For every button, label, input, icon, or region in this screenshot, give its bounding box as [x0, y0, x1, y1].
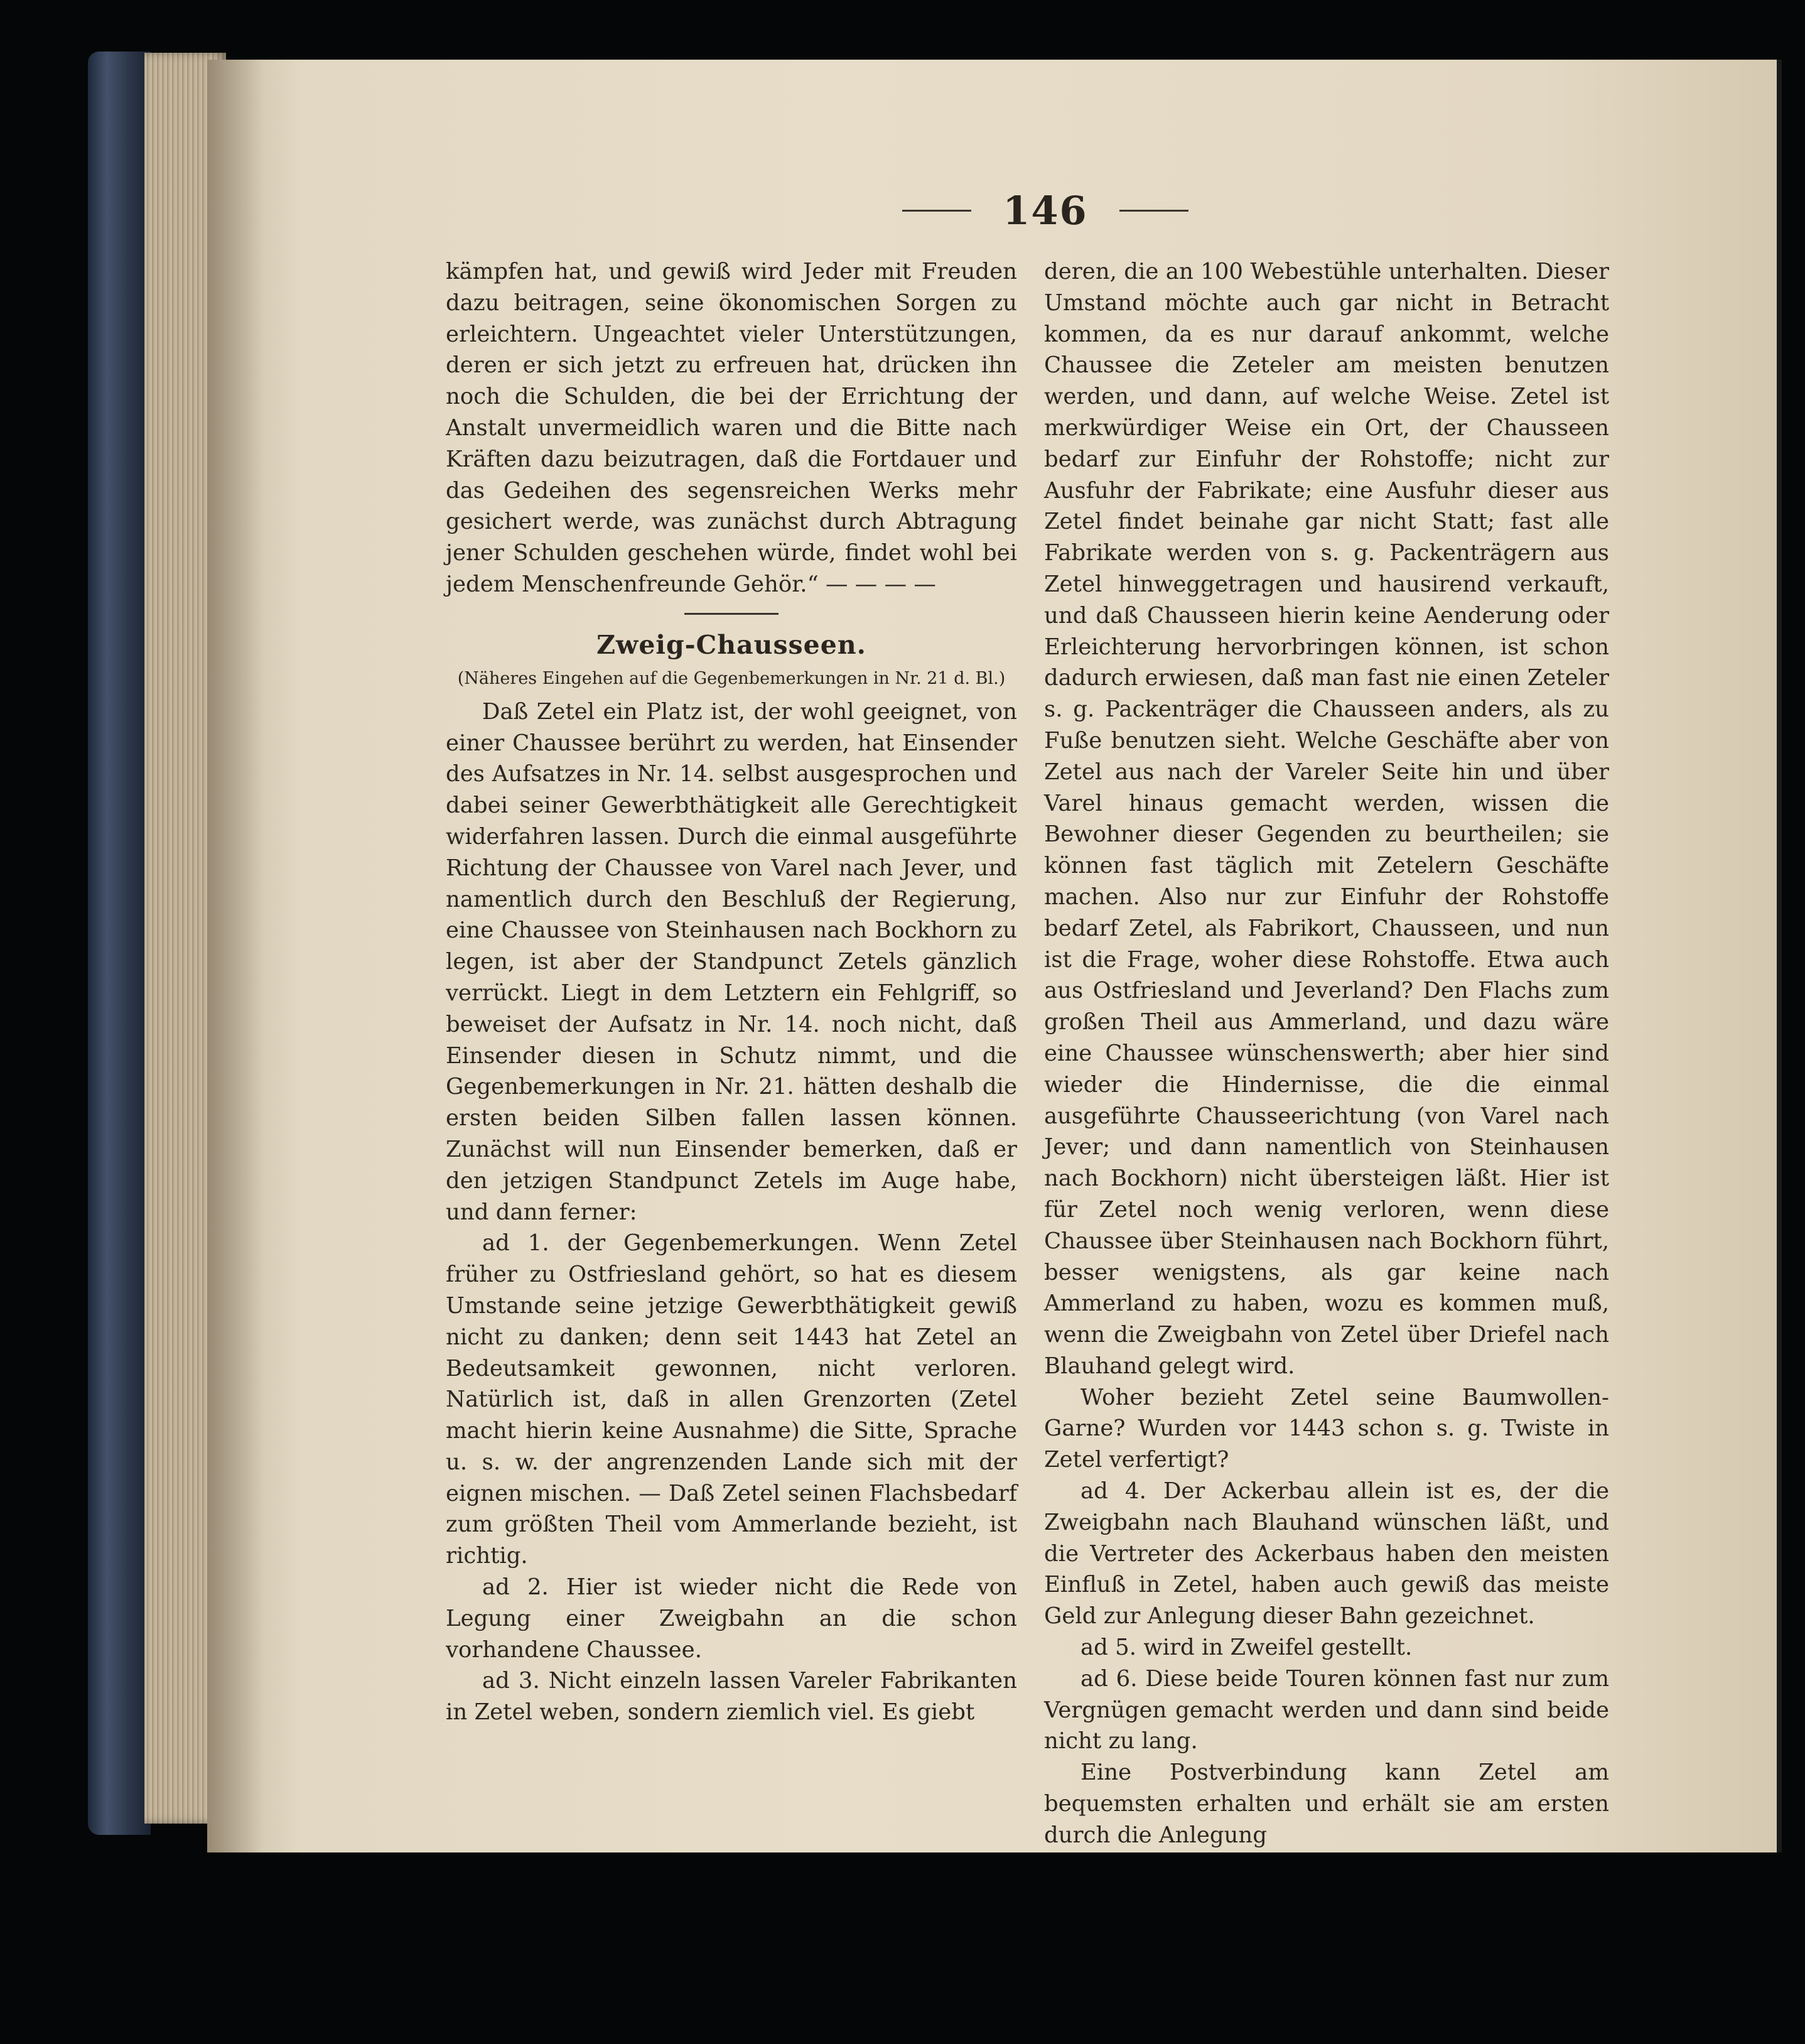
- book-spine: [88, 51, 151, 1835]
- left-paragraph-4: ad 2. Hier ist wieder nicht die Rede von Legung einer Zweigbahn an die schon vorhandene Chaussee.: [446, 1574, 1017, 1663]
- right-paragraph-6: Eine Postverbindung kann Zetel am bequemsten erhalten und erhält sie am ersten durch die Anlegung: [1044, 1760, 1609, 1848]
- header-rule-right: [1119, 210, 1188, 212]
- section-subtitle: (Näheres Eingehen auf die Gegenbemerkungen in Nr. 21 d. Bl.): [457, 668, 1006, 688]
- header-rule-left: [902, 210, 971, 212]
- left-column: [446, 256, 1017, 1728]
- right-paragraph-4: ad 5. wird in Zweifel gestellt.: [1080, 1635, 1413, 1661]
- page-number: 146: [1003, 187, 1088, 234]
- right-paragraph-1: deren, die an 100 Webestühle unterhalten. Dieser Umstand möchte auch gar nicht in Betracht kommen, da es nur darauf ankommt, welche Chaussee die Zeteler am meisten benutzen werden, und dann, auf welche Weise. Zetel ist merkwürdiger Weise ein Ort, der Chausseen bedarf zur Einfuhr der Rohstoffe; nicht zur Ausfuhr der Fabrikate; eine Ausfuhr dieser aus Zetel findet beinahe gar nicht Statt; fast alle Fabrikate werden von s. g. Packenträgern aus Zetel hinweggetragen und hausirend verkauft, und daß Chausseen hierin keine Aenderung oder Erleichterung hervorbringen können, ist schon dadurch erwiesen, daß man fast nie einen Zeteler s. g. Packenträger die Chausseen anders, als zu Fuße benutzen sieht. Welche Geschäfte aber von Zetel aus nach der Vareler Seite hin und über Varel hinaus gemacht werden, wissen die Bewohner dieser Gegenden zu beurtheilen; sie können fast täglich mit Zetelern Geschäfte machen. Also nur zur Einfuhr der Rohstoffe bedarf Zetel, als Fabrikort, Chausseen, und nun ist die Frage, woher diese Rohstoffe. Etwa auch aus Ostfriesland und Jeverland? Den Flachs zum großen Theil aus Ammerland, und dazu wäre eine Chaussee wünschenswerth; aber hier sind wieder die Hindernisse, die die einmal ausgeführte Chausseerichtung (von Varel nach Jever; und dann namentlich von Steinhausen nach Bockhorn) nicht übersteigen läßt. Hier ist für Zetel noch wenig verloren, wenn diese Chaussee über Steinhausen nach Bockhorn führt, besser wenigstens, als gar keine nach Ammerland zu haben, wozu es kommen muß, wenn die Zweigbahn von Zetel über Driefel nach Blauhand gelegt wird.: [1044, 259, 1609, 1379]
- right-paragraph-5: ad 6. Diese beide Touren können fast nur zum Vergnügen gemacht werden und dann sind beide nicht zu lang.: [1044, 1665, 1609, 1755]
- left-paragraph-2: Daß Zetel ein Platz ist, der wohl geeignet, von einer Chaussee berührt zu werden, hat Einsender des Aufsatzes in Nr. 14. selbst ausgesprochen und dabei seiner Gewerbthätigkeit alle Gerechtigkeit widerfahren lassen. Durch die einmal ausgeführte Richtung der Chaussee von Varel nach Jever, und namentlich durch den Beschluß der Regierung, eine Chaussee von Steinhausen nach Bockhorn zu legen, ist aber der Standpunct Zetels gänzlich verrückt. Liegt in dem Letztern ein Fehlgriff, so beweiset der Aufsatz in Nr. 14. noch nicht, daß Einsender diesen in Schutz nimmt, und die Gegenbemerkungen in Nr. 21. hätten deshalb die ersten beiden Silben fallen lassen können. Zunächst will nun Einsender bemerken, daß er den jetzigen Standpunct Zetels im Auge habe, und dann ferner:: [446, 698, 1017, 1225]
- right-paragraph-3: ad 4. Der Ackerbau allein ist es, der die Zweigbahn nach Blauhand wünschen läßt, und die Vertreter des Ackerbaus haben den meisten Einfluß in Zetel, haben auch gewiß das meiste Geld zur Anlegung dieser Bahn gezeichnet.: [1044, 1478, 1609, 1630]
- left-paragraph-3: ad 1. der Gegenbemerkungen. Wenn Zetel früher zu Ostfriesland gehört, so hat es diesem Umstande seine jetzige Gewerbthätigkeit gewiß nicht zu danken; denn seit 1443 hat Zetel an Bedeutsamkeit gewonnen, nicht verloren. Natürlich ist, daß in allen Grenzorten (Zetel macht hierin keine Ausnahme) die Sitte, Sprache u. s. w. der angrenzenden Lande sich mit der eignen mischen. — Daß Zetel seinen Flachsbedarf zum größten Theil vom Ammerlande bezieht, ist richtig.: [446, 1230, 1017, 1569]
- section-title: Zweig-Chausseen.: [596, 629, 866, 660]
- page-header: [879, 182, 1212, 239]
- right-column: [1044, 256, 1609, 1851]
- section-divider: [684, 613, 779, 615]
- gutter-shadow: [207, 60, 264, 1852]
- left-paragraph-1: kämpfen hat, und gewiß wird Jeder mit Freuden dazu beitragen, seine ökonomischen Sorgen zu erleichtern. Ungeachtet vieler Unterstützungen, deren er sich jetzt zu erfreuen hat, drücken ihn noch die Schulden, die bei der Errichtung der Anstalt unvermeidlich waren und die Bitte nach Kräften dazu beizutragen, daß die Fortdauer und das Gedeihen des segensreichen Werks mehr gesichert werde, was zunächst durch Abtragung jener Schulden geschehen würde, findet wohl bei jedem Menschenfreunde Gehör.“ — — — —: [446, 259, 1017, 597]
- right-paragraph-2: Woher bezieht Zetel seine Baumwollen-Garne? Wurden vor 1443 schon s. g. Twiste in Zetel verfertigt?: [1044, 1384, 1609, 1473]
- left-paragraph-5: ad 3. Nicht einzeln lassen Vareler Fabrikanten in Zetel weben, sondern ziemlich viel. Es giebt: [446, 1668, 1017, 1726]
